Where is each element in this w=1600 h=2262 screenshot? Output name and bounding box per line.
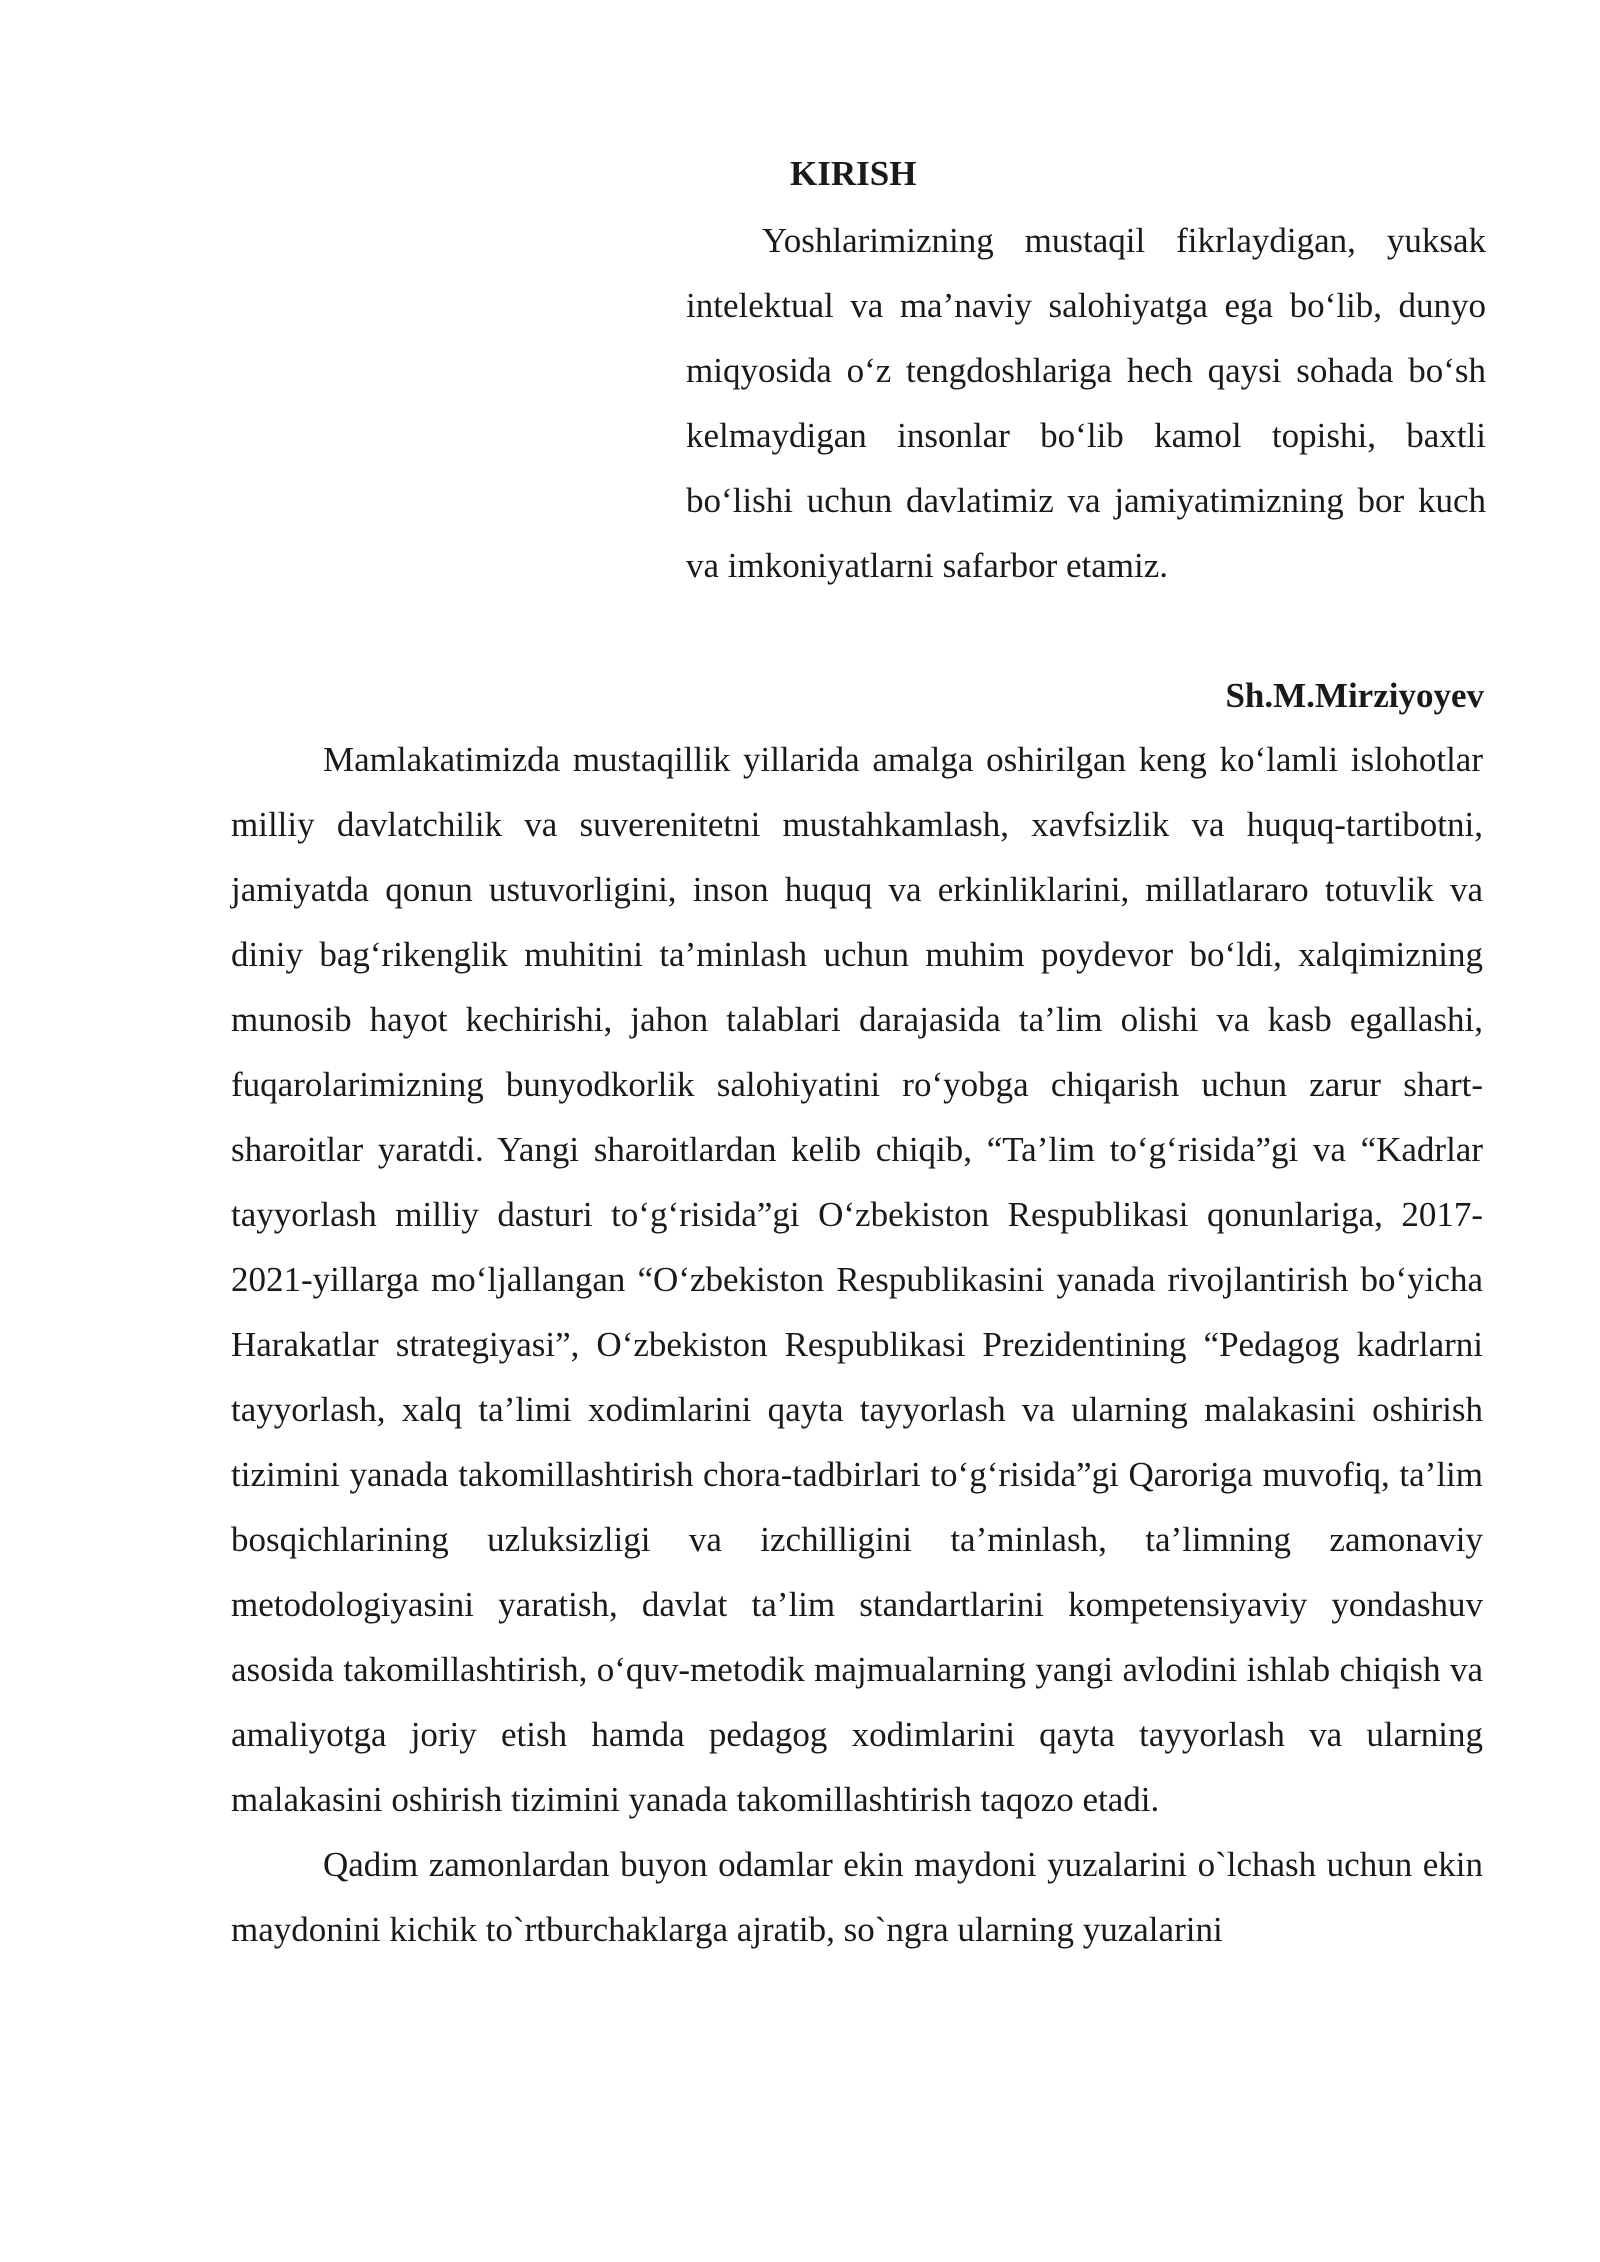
- paragraph-1: Mamlakatimizda mustaqillik yillarida amalga oshirilgan keng ko‘lamli islohotlar milliy davlatchilik va suverenitetni mustahkamlash, xavfsizlik va huquq-tartibotni, jamiyatda qonun ustuvorligini, inson huquq va erkinliklarini, millatlararo totuvlik va diniy bag‘rikenglik muhitini ta’minlash uchun muhim poydevor bo‘ldi, xalqimizning munosib hayot kechirishi, jahon talablari darajasida ta’lim olishi va kasb egallashi, fuqarolarimizning bunyodkorlik salohiyatini ro‘yobga chiqarish uchun zarur shart-sharoitlar yaratdi. Yangi sharoitlardan kelib chiqib, “Ta’lim to‘g‘risida”gi va “Kadrlar tayyorlash milliy dasturi to‘g‘risida”gi O‘zbekiston Respublikasi qonunlariga, 2017-2021-yillarga mo‘ljallangan “O‘zbekiston Respublikasini yanada rivojlantirish bo‘yicha Harakatlar strategiyasi”, O‘zbekiston Respublikasi Prezidentining “Pedagog kadrlarni tayyorlash, xalq ta’limi xodimlarini qayta tayyorlash va ularning malakasini oshirish tizimini yanada takomillashtirish chora-tadbirlari to‘g‘risida”gi Qaroriga muvofiq, ta’lim bosqichlarining uzluksizligi va izchilligini ta’minlash, ta’limning zamonaviy metodologiyasini yaratish, davlat ta’lim standartlarini kompetensiyaviy yondashuv asosida takomillashtirish, o‘quv-metodik majmualarning yangi avlodini ishlab chiqish va amaliyotga joriy etish hamda pedagog xodimlarini qayta tayyorlash va ularning malakasini oshirish tizimini yanada takomillashtirish taqozo etadi.: [231, 740, 1483, 1819]
- epigraph-quote: Yoshlarimizning mustaqil fikrlaydigan, yuksak intelektual va ma’naviy salohiyatga ega bo‘lib, dunyo miqyosida o‘z tengdoshlariga hech qaysi sohada bo‘sh kelmaydigan insonlar bo‘lib kamol topishi, baxtli bo‘lishi uchun davlatimiz va jamiyatimizning bor kuch va imkoniyatlarni safarbor etamiz.: [686, 221, 1486, 585]
- paragraph-2: Qadim zamonlardan buyon odamlar ekin maydoni yuzalarini o`lchash uchun ekin maydonini kichik to`rtburchaklarga ajratib, so`ngra ularning yuzalarini: [231, 1845, 1483, 1949]
- page-title: KIRISH: [790, 154, 917, 193]
- epigraph-author: Sh.M.Mirziyoyev: [1225, 676, 1484, 715]
- document-body: [231, 727, 1483, 1962]
